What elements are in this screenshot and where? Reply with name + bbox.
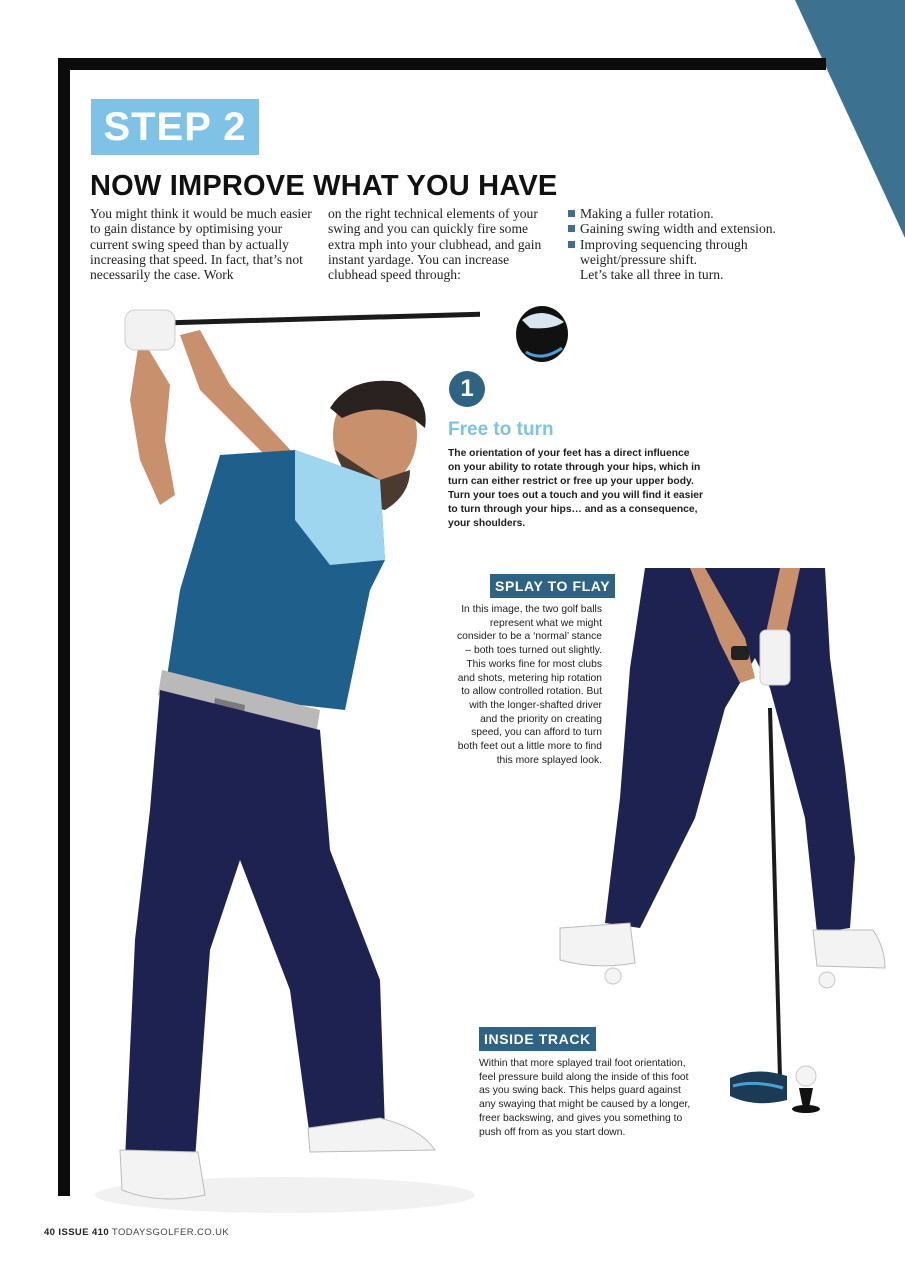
tip-body: The orientation of your feet has a direct influence on your ability to rotate through your hips, which in turn can either restrict or free up your upper body. Turn your toes out a touch and you will find it easier to turn through your hips… and as a consequence, your shoulders. <box>448 448 703 530</box>
bullet-text: Improving sequencing through weight/pressure shift. <box>580 236 748 267</box>
intro-column-3 <box>567 206 807 282</box>
intro-text-2: on the right technical elements of your swing and you can quickly fire some extra mph into your clubhead, and gain instant yardage. You can increase clubhead speed through: <box>328 206 542 283</box>
intro-text-1: You might think it would be much easier to gain distance by optimising your current swing speed than by actually increasing that speed. In fact, that’s not necessarily the case. Work <box>90 206 312 283</box>
bullet-item <box>567 206 807 221</box>
stance-feet-photo <box>555 568 895 1120</box>
page-number: 40 <box>44 1227 56 1238</box>
page-headline: NOW IMPROVE WHAT YOU HAVE <box>90 170 558 202</box>
square-bullet-icon <box>568 210 575 217</box>
bullet-item <box>567 221 807 236</box>
page-footer <box>44 1227 229 1238</box>
bullet-text: Making a fuller rotation. <box>580 206 714 221</box>
intro-column-2 <box>328 206 553 282</box>
inside-track-tag: INSIDE TRACK <box>479 1027 596 1051</box>
splay-to-flay-tag: SPLAY TO FLAY <box>490 574 615 598</box>
square-bullet-icon <box>568 241 575 248</box>
frame-top-bar <box>58 58 826 70</box>
tip-title: Free to turn <box>448 419 554 440</box>
intro-closing: Let’s take all three in turn. <box>580 267 724 283</box>
frame-left-bar <box>58 58 70 1196</box>
square-bullet-icon <box>568 225 575 232</box>
tip-number-badge: 1 <box>449 371 485 407</box>
bullet-text: Gaining swing width and extension. <box>580 221 776 237</box>
bullet-item <box>567 237 807 268</box>
website-label: TODAYSGOLFER.CO.UK <box>111 1227 230 1238</box>
step-badge: STEP 2 <box>91 99 259 155</box>
intro-column-1 <box>90 206 315 282</box>
inside-track-body: Within that more splayed trail foot orientation, feel pressure build along the inside of this foot as you swing back. This helps guard against any swaying that might be caused by a longer, freer backswing, and gives you something to push off from as you start down. <box>479 1058 691 1138</box>
golfer-backswing-photo <box>80 290 480 1225</box>
splay-to-flay-body: In this image, the two golf balls represent what we might consider to be a ‘normal’ stance – both toes turned out slightly. This works fine for most clubs and shots, metering hip rotation to allow controlled rotation. But with the longer-shafted driver and the priority on creating speed, you can afford to turn both feet out a little more to find this more splayed look. <box>457 604 602 766</box>
issue-label: ISSUE 410 <box>58 1227 110 1238</box>
corner-triangle-decoration <box>795 0 905 240</box>
driver-clubhead-photo <box>512 300 572 366</box>
